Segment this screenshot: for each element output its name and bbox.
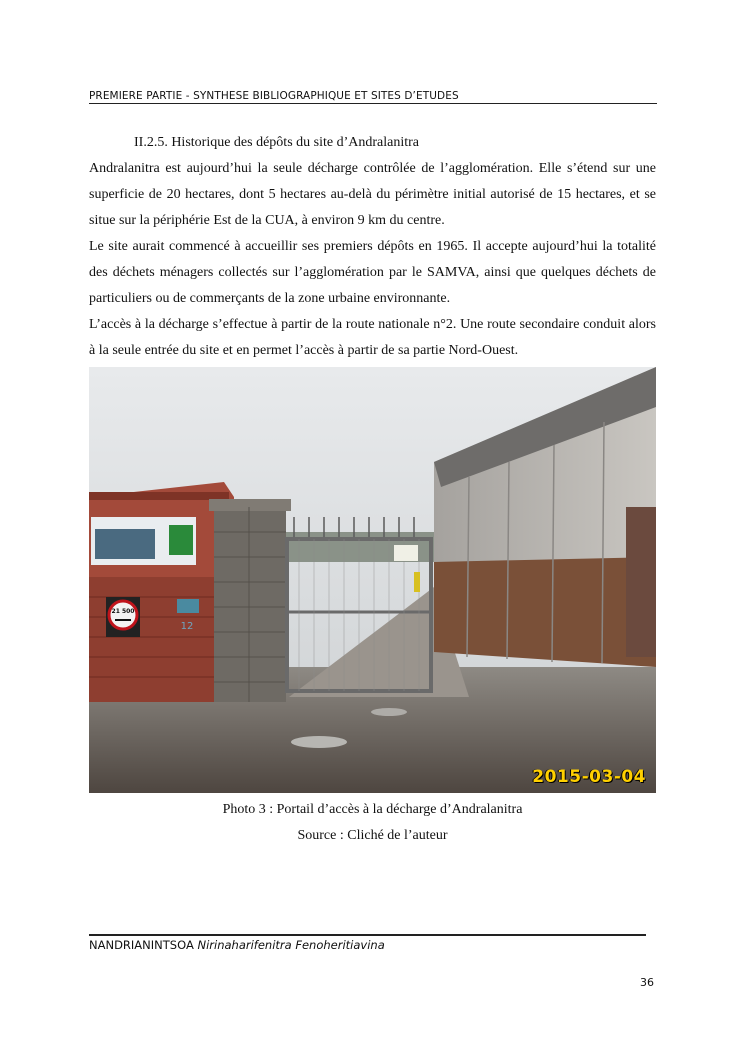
gate-photo-illustration xyxy=(89,367,656,793)
author-surname: NANDRIANINTSOA xyxy=(89,938,194,952)
wall-mark: 12 xyxy=(180,621,194,632)
paragraph-2: Le site aurait commencé à accueillir ses premiers dépôts en 1965. Il accepte aujourd’hui la totalité des déchets ménagers collectés sur l’agglomération par le SAMVA, ainsi que quelques déchets de particuliers ou de commerçants de la zone urbaine environnante. xyxy=(89,239,656,306)
road-sign-number: 21 500 xyxy=(111,608,135,615)
gate-photo xyxy=(89,367,656,793)
footer-author xyxy=(89,938,385,952)
paragraph-1: Andralanitra est aujourd’hui la seule décharge contrôlée de l’agglomération. Elle s’étend sur une superficie de 20 hectares, dont 5 hectares au-delà du périmètre initial autorisé de 15 hectares, et se situe sur la périphérie Est de la CUA, à environ 9 km du centre. xyxy=(89,161,656,228)
running-header: PREMIERE PARTIE - SYNTHESE BIBLIOGRAPHIQUE ET SITES D’ETUDES xyxy=(89,90,459,102)
photo-caption: Photo 3 : Portail d’accès à la décharge d’Andralanitra xyxy=(222,802,523,817)
footer-rule xyxy=(89,934,646,936)
paragraph-3: L’accès à la décharge s’effectue à partir de la route nationale n°2. Une route secondaire conduit alors à la seule entrée du site et en permet l’accès à partir de sa partie Nord-Ouest. xyxy=(89,317,656,358)
photo-source: Source : Cliché de l’auteur xyxy=(297,828,448,843)
header-rule xyxy=(89,103,657,104)
author-given-names: Nirinaharifenitra Fenoheritiavina xyxy=(193,938,385,952)
page-number: 36 xyxy=(640,976,654,989)
body-text xyxy=(89,130,656,364)
photo-datestamp: 2015-03-04 xyxy=(532,767,646,787)
section-title: II.2.5. Historique des dépôts du site d’Andralanitra xyxy=(134,135,419,150)
